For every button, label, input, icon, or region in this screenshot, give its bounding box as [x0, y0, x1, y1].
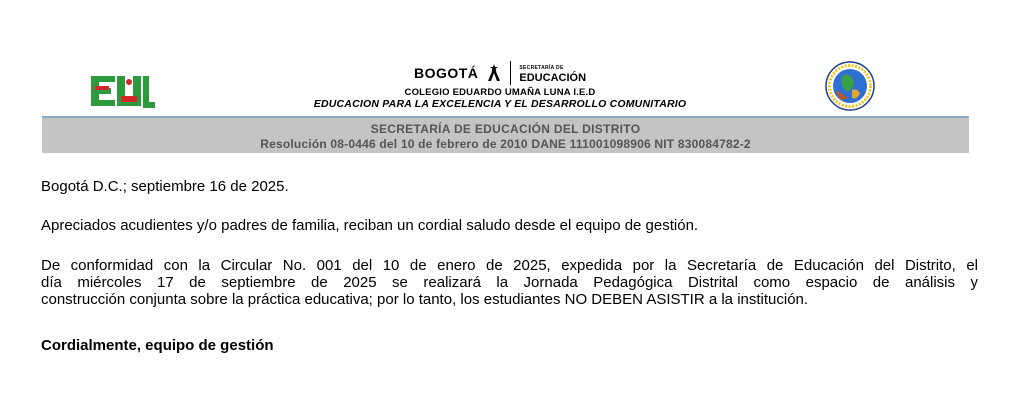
school-motto: EDUCACION PARA LA EXCELENCIA Y EL DESARROLLO COMUNITARIO — [313, 98, 687, 110]
bogota-secretaria-logo — [270, 60, 730, 86]
secretaria-label — [519, 63, 586, 83]
letter-closing: Cordialmente, equipo de gestión — [41, 337, 274, 354]
letter-greeting: Apreciados acudientes y/o padres de familia, reciban un cordial saludo desde el equipo de gestión. — [41, 217, 699, 234]
district-band — [42, 116, 969, 153]
school-seal-right — [812, 60, 890, 112]
bogota-star-icon — [486, 64, 502, 82]
letter-date: Bogotá D.C.; septiembre 16 de 2025. — [41, 178, 289, 195]
school-logo-left — [85, 68, 157, 114]
letter-body-line: construcción conjunta sobre la práctica educativa; por lo tanto, los estudiantes NO DEBEN ASISTIR a la institución. — [41, 291, 809, 308]
divider — [510, 61, 511, 85]
letter-body — [41, 257, 978, 308]
resolution-line: Resolución 08-0446 del 10 de febrero de 2010 DANE 111001098906 NIT 830084782-2 — [260, 137, 751, 151]
district-title: SECRETARÍA DE EDUCACIÓN DEL DISTRITO — [370, 122, 641, 136]
secretaria-big-text: EDUCACIÓN — [519, 72, 587, 84]
bogota-wordmark: BOGOTÁ — [413, 65, 479, 81]
letter-body-line: día miércoles 17 de septiembre de 2025 se realizará la Jornada Pedagógica Distrital como espacio de análisis y — [41, 274, 978, 291]
school-name: COLEGIO EDUARDO UMAÑA LUNA I.E.D — [404, 87, 596, 98]
secretaria-small-text: SECRETARÍA DE — [519, 65, 564, 71]
letterhead — [270, 60, 730, 110]
letter-body-line: De conformidad con la Circular No. 001 del 10 de enero de 2025, expedida por la Secretaría de Educación del Distrito, el — [41, 257, 978, 274]
